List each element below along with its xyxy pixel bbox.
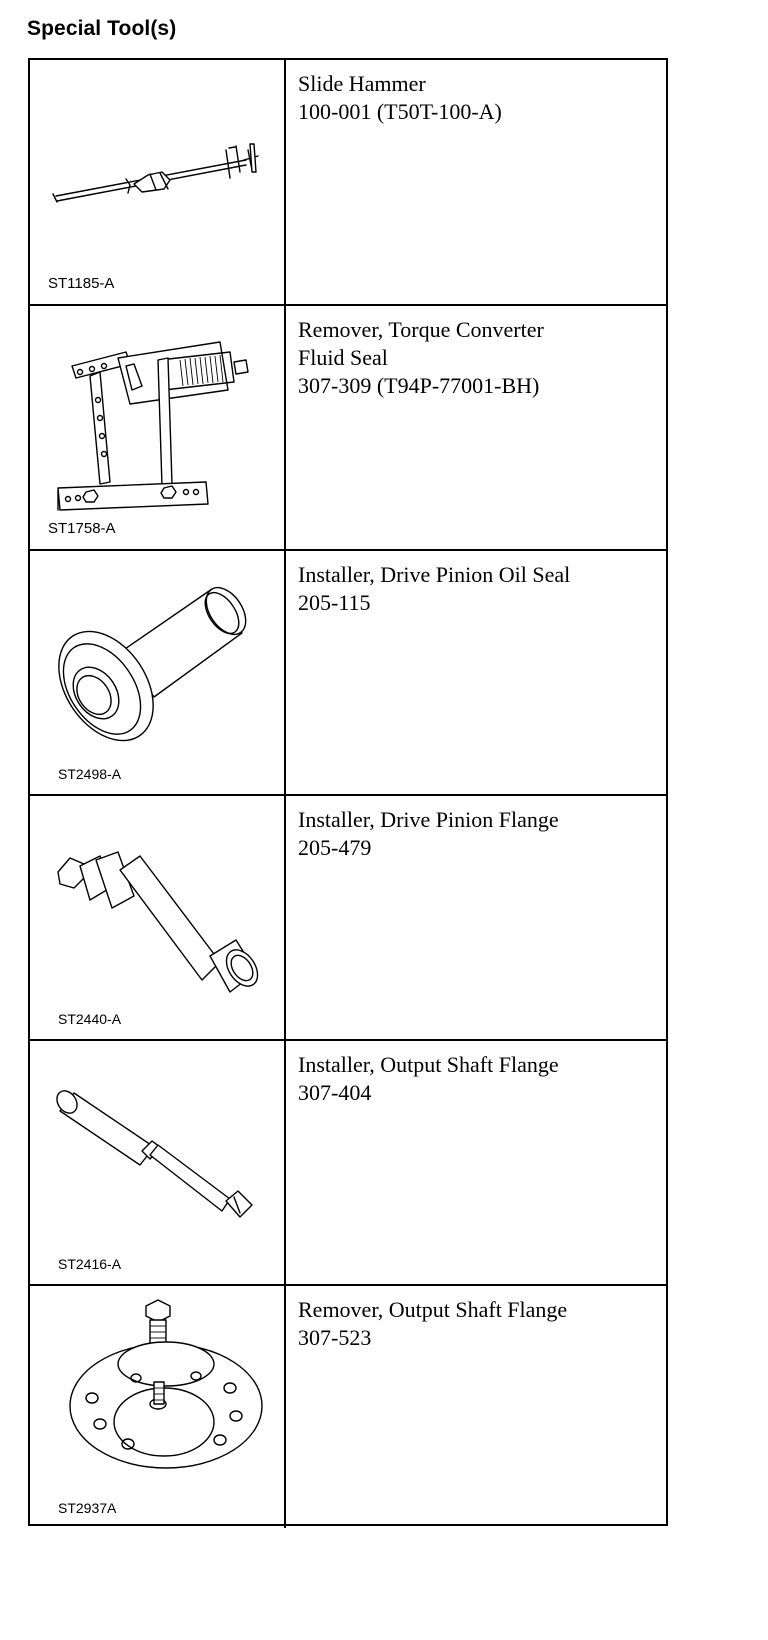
- tool-image-cell: [30, 60, 286, 304]
- tool-number: 100-001 (T50T-100-A): [298, 99, 502, 124]
- shaft-installer-icon: [30, 1041, 284, 1284]
- tool-code: ST2937A: [58, 1500, 117, 1516]
- table-row: [30, 1041, 666, 1286]
- flange-installer-icon: [30, 796, 284, 1039]
- page-title: Special Tool(s): [27, 17, 177, 40]
- tool-number: 205-115: [298, 590, 371, 615]
- tool-description: [286, 60, 666, 304]
- tool-code: ST2416-A: [58, 1256, 122, 1272]
- tool-code: ST2440-A: [58, 1011, 122, 1027]
- tool-name-continued: Fluid Seal: [298, 345, 388, 370]
- tool-name: Installer, Drive Pinion Flange: [298, 807, 559, 832]
- tool-name: Remover, Torque Converter: [298, 317, 544, 342]
- table-row: [30, 306, 666, 551]
- tool-name: Installer, Drive Pinion Oil Seal: [298, 562, 571, 587]
- tool-number: 307-404: [298, 1080, 372, 1105]
- tool-name: Installer, Output Shaft Flange: [298, 1052, 559, 1077]
- table-row: [30, 796, 666, 1041]
- table-row: [30, 1286, 666, 1528]
- slide-hammer-icon: [30, 60, 284, 304]
- special-tools-table: [28, 58, 668, 1526]
- tool-image-cell: [30, 306, 286, 549]
- tool-code: ST1758-A: [48, 520, 116, 537]
- seal-installer-icon: [30, 551, 284, 794]
- tool-description: [286, 796, 666, 1039]
- tool-description: [286, 1041, 666, 1284]
- tool-name: Slide Hammer: [298, 71, 426, 96]
- tool-image-cell: [30, 796, 286, 1039]
- tool-description: [286, 1286, 666, 1528]
- table-row: [30, 60, 666, 306]
- tool-code: ST1185-A: [48, 275, 115, 292]
- seal-remover-icon: [30, 306, 284, 549]
- tool-description: [286, 306, 666, 549]
- tool-number: 307-523: [298, 1325, 372, 1350]
- flange-remover-icon: [30, 1286, 284, 1526]
- tool-name: Remover, Output Shaft Flange: [298, 1297, 568, 1322]
- tool-image-cell: [30, 551, 286, 794]
- tool-image-cell: [30, 1286, 286, 1528]
- table-row: [30, 551, 666, 796]
- tool-number: 307-309 (T94P-77001-BH): [298, 373, 540, 398]
- tool-description: [286, 551, 666, 794]
- tool-image-cell: [30, 1041, 286, 1284]
- tool-code: ST2498-A: [58, 766, 122, 782]
- tool-number: 205-479: [298, 835, 372, 860]
